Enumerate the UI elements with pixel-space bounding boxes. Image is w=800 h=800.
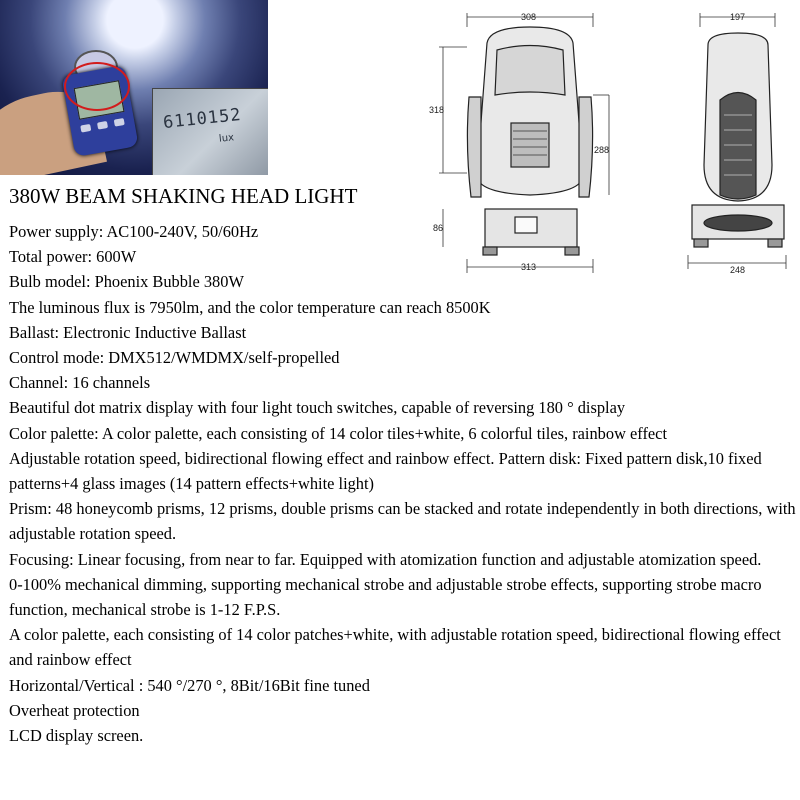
dim-body-height: 318 (429, 105, 445, 115)
spec-item: Total power: 600W (9, 247, 137, 267)
meter-button (114, 118, 125, 127)
dim-base-width: 313 (521, 262, 537, 272)
meter-reading: 6110152 (162, 104, 243, 134)
spec-item: LCD display screen. (9, 726, 144, 746)
spec-list (9, 219, 799, 748)
spec-item: Beautiful dot matrix display with four light touch switches, capable of reversing 180 ° display (9, 398, 626, 418)
spec-item: 0-100% mechanical dimming, supporting mechanical strobe and adjustable strobe effects, supporting strobe macro function, mechanical strobe is 1-12 F.P.S. (9, 574, 762, 620)
spec-item: Focusing: Linear focusing, from near to far. Equipped with atomization function and adjustable atomization speed. (9, 549, 762, 569)
spec-item: Power supply: AC100-240V, 50/60Hz (9, 222, 259, 241)
dim-base-height: 86 (433, 223, 444, 233)
spec-item: Color palette: A color palette, each consisting of 14 color tiles+white, 6 colorful tiles, rainbow effect (9, 423, 668, 443)
dim-side-top-width: 197 (730, 12, 746, 22)
product-title: 380W BEAM SHAKING HEAD LIGHT (9, 184, 358, 208)
meter-unit: lux (218, 132, 235, 145)
meter-button (97, 121, 108, 130)
spec-item: Horizontal/Vertical : 540 °/270 °, 8Bit/16Bit fine tuned (9, 675, 370, 695)
spec-item: The luminous flux is 7950lm, and the color temperature can reach 8500K (9, 297, 491, 317)
product-photo (0, 0, 268, 175)
spec-item: Overheat protection (9, 700, 140, 720)
meter-zoom-inset (152, 88, 268, 175)
spec-item: Channel: 16 channels (9, 373, 151, 393)
spec-item: Ballast: Electronic Inductive Ballast (9, 322, 247, 342)
meter-button (80, 124, 91, 133)
spec-item: Adjustable rotation speed, bidirectional flowing effect and rainbow effect. Pattern disk: Fixed pattern disk,10 fixed patterns+4 glass images (14 pattern effects+white light) (9, 448, 762, 494)
spec-item: Prism: 48 honeycomb prisms, 12 prisms, double prisms can be stacked and rotate independently in both directions, with adjustable rotation speed. (9, 499, 796, 544)
spec-item: Bulb model: Phoenix Bubble 380W (9, 272, 244, 292)
highlight-circle (64, 62, 130, 111)
spec-item: A color palette, each consisting of 14 color patches+white, with adjustable rotation speed, bidirectional flowing effect and rainbow effect (9, 625, 781, 670)
dim-top-width: 308 (521, 12, 537, 22)
dim-arm-height: 288 (593, 145, 609, 155)
spec-item: Control mode: DMX512/WMDMX/self-propelled (9, 348, 340, 368)
dim-side-base-width: 248 (730, 265, 746, 275)
